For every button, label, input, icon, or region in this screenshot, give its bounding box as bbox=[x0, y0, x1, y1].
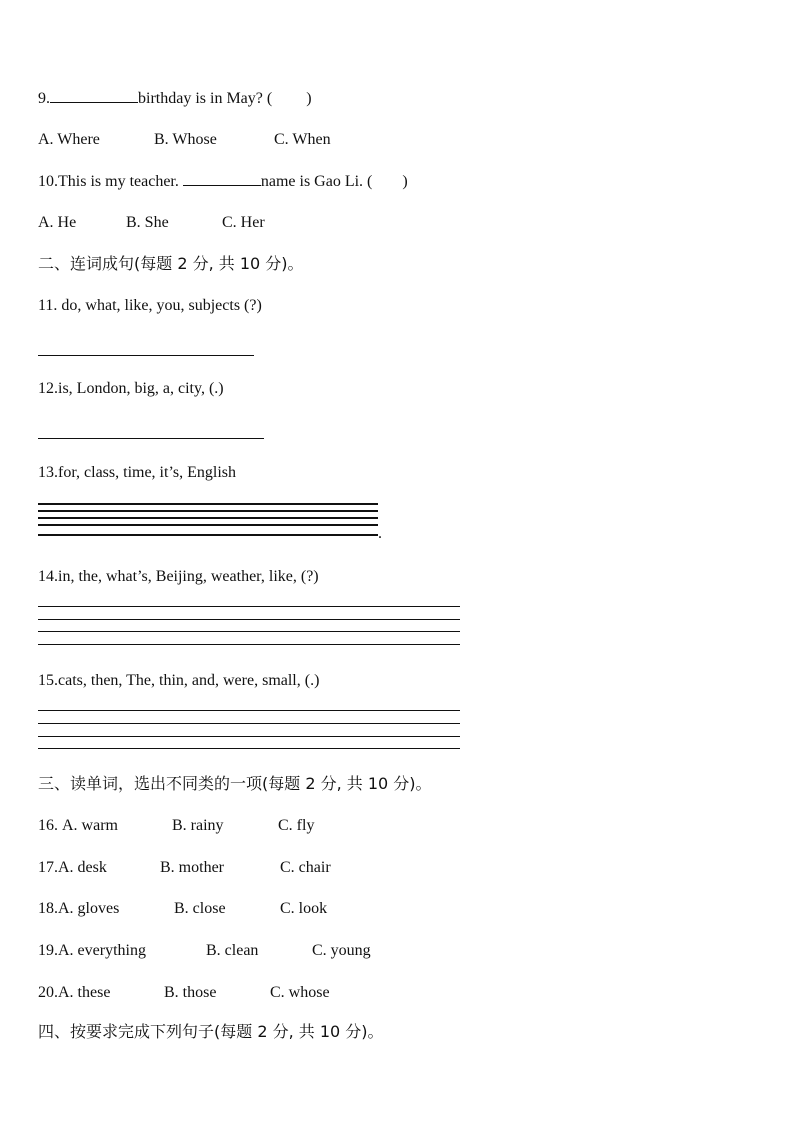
question-18 bbox=[38, 899, 327, 919]
answer-line[interactable] bbox=[38, 438, 264, 439]
option-c: C. fly bbox=[278, 817, 315, 834]
question-9 bbox=[38, 88, 312, 109]
question-number: 20. bbox=[38, 984, 58, 1001]
section-4-title: 四、按要求完成下列句子(每题 2 分, 共 10 分)。 bbox=[38, 1022, 384, 1041]
option-a: A. warm bbox=[62, 817, 118, 834]
question-20 bbox=[38, 983, 330, 1003]
question-number: 17. bbox=[38, 859, 58, 876]
option-b: B. clean bbox=[206, 942, 259, 959]
answer-line[interactable] bbox=[38, 503, 378, 505]
answer-line[interactable] bbox=[38, 510, 378, 512]
answer-line[interactable] bbox=[38, 631, 460, 632]
question-text-end: name is Gao Li. ( bbox=[260, 173, 373, 190]
option-a: A. everything bbox=[58, 942, 146, 959]
answer-line[interactable] bbox=[38, 619, 460, 620]
option-c: C. chair bbox=[280, 859, 331, 876]
question-10-options bbox=[38, 213, 265, 233]
bracket-close: ) bbox=[306, 90, 312, 107]
option-a: A. He bbox=[38, 214, 77, 231]
answer-line[interactable] bbox=[38, 748, 460, 749]
answer-line[interactable] bbox=[38, 644, 460, 645]
answer-blank[interactable] bbox=[183, 171, 261, 186]
answer-line[interactable] bbox=[38, 524, 378, 526]
question-number: 16. bbox=[38, 817, 58, 834]
option-c: C. When bbox=[274, 131, 331, 148]
question-text: birthday is in May? ( bbox=[138, 90, 273, 107]
option-b: B. those bbox=[164, 984, 217, 1001]
question-number: 18. bbox=[38, 900, 58, 917]
section-3-title: 三、读单词，选出不同类的一项(每题 2 分, 共 10 分)。 bbox=[38, 774, 432, 793]
question-16 bbox=[38, 816, 314, 836]
section-2-title: 二、连词成句(每题 2 分, 共 10 分)。 bbox=[38, 254, 304, 273]
answer-line[interactable] bbox=[38, 517, 378, 519]
answer-line[interactable] bbox=[38, 710, 460, 711]
question-15: 15.cats, then, The, thin, and, were, small, (.) bbox=[38, 672, 320, 689]
option-b: B. close bbox=[174, 900, 226, 917]
option-a: A. desk bbox=[58, 859, 107, 876]
question-9-options bbox=[38, 130, 331, 150]
option-b: B. rainy bbox=[172, 817, 224, 834]
option-b: B. mother bbox=[160, 859, 224, 876]
question-text: 10.This is my teacher. bbox=[38, 173, 179, 190]
option-a: A. gloves bbox=[58, 900, 120, 917]
option-c: C. whose bbox=[270, 984, 330, 1001]
question-10 bbox=[38, 171, 408, 192]
question-19 bbox=[38, 941, 371, 961]
period-mark: . bbox=[378, 525, 382, 542]
bracket-close: ) bbox=[402, 173, 408, 190]
option-c: C. young bbox=[312, 942, 371, 959]
option-a: A. Where bbox=[38, 131, 100, 148]
option-a: A. these bbox=[58, 984, 111, 1001]
answer-line[interactable] bbox=[38, 606, 460, 607]
answer-blank[interactable] bbox=[50, 88, 138, 103]
answer-line[interactable] bbox=[38, 534, 378, 536]
question-12: 12.is, London, big, a, city, (.) bbox=[38, 380, 224, 397]
option-c: C. Her bbox=[222, 214, 265, 231]
question-11: 11. do, what, like, you, subjects (?) bbox=[38, 297, 262, 314]
question-17 bbox=[38, 858, 331, 878]
question-13: 13.for, class, time, it’s, English bbox=[38, 464, 237, 481]
question-number: 9. bbox=[38, 90, 50, 107]
option-c: C. look bbox=[280, 900, 328, 917]
answer-line[interactable] bbox=[38, 723, 460, 724]
question-14: 14.in, the, what’s, Beijing, weather, like, (?) bbox=[38, 568, 319, 585]
answer-line[interactable] bbox=[38, 355, 254, 356]
answer-line[interactable] bbox=[38, 736, 460, 737]
question-number: 19. bbox=[38, 942, 58, 959]
option-b: B. Whose bbox=[154, 131, 217, 148]
option-b: B. She bbox=[126, 214, 169, 231]
